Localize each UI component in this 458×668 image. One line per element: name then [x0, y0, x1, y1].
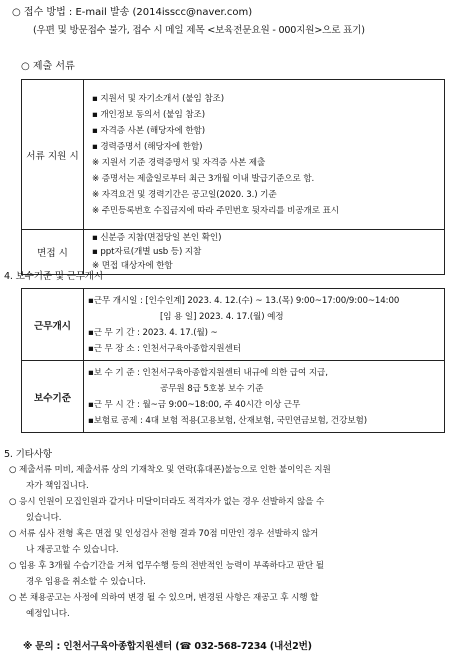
document-item: ▪ 지원서 및 자기소개서 (붙임 참조)	[92, 93, 225, 104]
contact-info: ※ 문의 : 인천서구육아종합지원센터 (☎ 032-568-7234 (내선2번)	[23, 641, 312, 652]
apply-note: (우편 및 방문접수 불가, 접수 시 메일 제목 <보육전문요원 - 000지원>으로 표기)	[33, 25, 365, 36]
pay-grade: 공무원 8급 5호봉 보수 기준	[160, 383, 264, 394]
interview-stage-label: 면접 시	[22, 230, 84, 275]
document-note: ※ 증명서는 제출일로부터 최근 3개월 이내 발급기준으로 함.	[92, 173, 315, 184]
work-hours: ▪근 무 시 간 : 월~금 9:00~18:00, 주 40시간 이상 근무	[88, 399, 301, 410]
other-item-line: ○ 제출서류 미비, 제출서류 상의 기재착오 및 연락(휴대폰)불능으로 인한 불이익은 지원	[9, 465, 331, 475]
document-items	[84, 80, 445, 230]
work-period: ▪근 무 기 간 : 2023. 4. 17.(월) ~	[88, 327, 218, 338]
insurance: ▪보험료 공제 : 4대 보험 적용(고용보험, 산재보험, 국민연금보험, 건강보험)	[88, 415, 367, 426]
start-items	[84, 289, 445, 361]
docs-table	[21, 79, 445, 275]
interview-note: ※ 면접 대상자에 한함	[92, 261, 173, 271]
other-item-line: 예정입니다.	[26, 609, 70, 619]
other-item	[9, 464, 449, 492]
other-item-line: ○ 본 채용공고는 사정에 의하여 변경 될 수 있으며, 변경된 사항은 재공고 후 시행 할	[9, 593, 319, 603]
document-note: ※ 지원서 기준 경력증명서 및 자격증 사본 제출	[92, 157, 266, 168]
document-item: ▪ 개인정보 동의서 (붙임 참조)	[92, 109, 205, 120]
other-item	[9, 496, 449, 524]
pay-label: 보수기준	[22, 361, 84, 433]
start-date: ▪근무 개시일 : [인수인계] 2023. 4. 12.(수) ~ 13.(목) 9:00~17:00/9:00~14:00	[88, 295, 400, 306]
terms-table	[21, 288, 445, 433]
apply-method: ○ 접수 방법 : E-mail 발송 (2014isscc@naver.com)	[12, 7, 253, 18]
pay-items	[84, 361, 445, 433]
document-item: ▪ 자격증 사본 (해당자에 한함)	[92, 125, 205, 136]
other-list	[9, 464, 449, 620]
other-item-line: ○ 임용 후 3개월 수습기간을 거쳐 업무수행 등의 전반적인 능력이 부족하다고 판단 될	[9, 561, 324, 571]
other-item-line: ○ 서류 심사 전형 혹은 면접 및 인성검사 전형 결과 70점 미만인 경우 선발하지 않거	[9, 529, 319, 539]
work-place: ▪근 무 장 소 : 인천서구육아종합지원센터	[88, 343, 241, 354]
interview-item: ▪ 신분증 지참(면접당일 본인 확인)	[92, 233, 222, 243]
document-item: ▪ 경력증명서 (해당자에 한함)	[92, 141, 203, 152]
document-note: ※ 자격요건 및 경력기간은 공고일(2020. 3.) 기준	[92, 189, 277, 200]
document-stage-label: 서류 지원 시	[22, 80, 84, 230]
other-item-line: 자가 책임집니다.	[26, 481, 89, 491]
other-item	[9, 528, 449, 556]
other-item-line: 나 재공고할 수 있습니다.	[26, 545, 119, 555]
other-heading: 5. 기타사항	[4, 449, 52, 460]
document-note: ※ 주민등록번호 수집금지에 따라 주민번호 뒷자리를 비공개로 표시	[92, 205, 339, 216]
terms-heading: 4. 보수기준 및 근무개시	[4, 271, 103, 282]
interview-items	[84, 230, 445, 275]
start-label: 근무개시	[22, 289, 84, 361]
other-item	[9, 560, 449, 588]
other-item-line: 경우 임용을 취소할 수 있습니다.	[26, 577, 146, 587]
interview-item: ▪ ppt자료(개별 usb 등) 지참	[92, 247, 202, 257]
docs-heading: ○ 제출 서류	[21, 61, 75, 72]
pay-standard: ▪보 수 기 준 : 인천서구육아종합지원센터 내규에 의한 급여 지급,	[88, 367, 328, 378]
other-item-line: ○ 응시 인원이 모집인원과 같거나 미달이더라도 적격자가 없는 경우 선발하지 않을 수	[9, 497, 325, 507]
other-item-line: 있습니다.	[26, 513, 62, 523]
other-item	[9, 592, 449, 620]
appointment-date: [임 용 일] 2023. 4. 17.(월) 예정	[160, 311, 284, 322]
